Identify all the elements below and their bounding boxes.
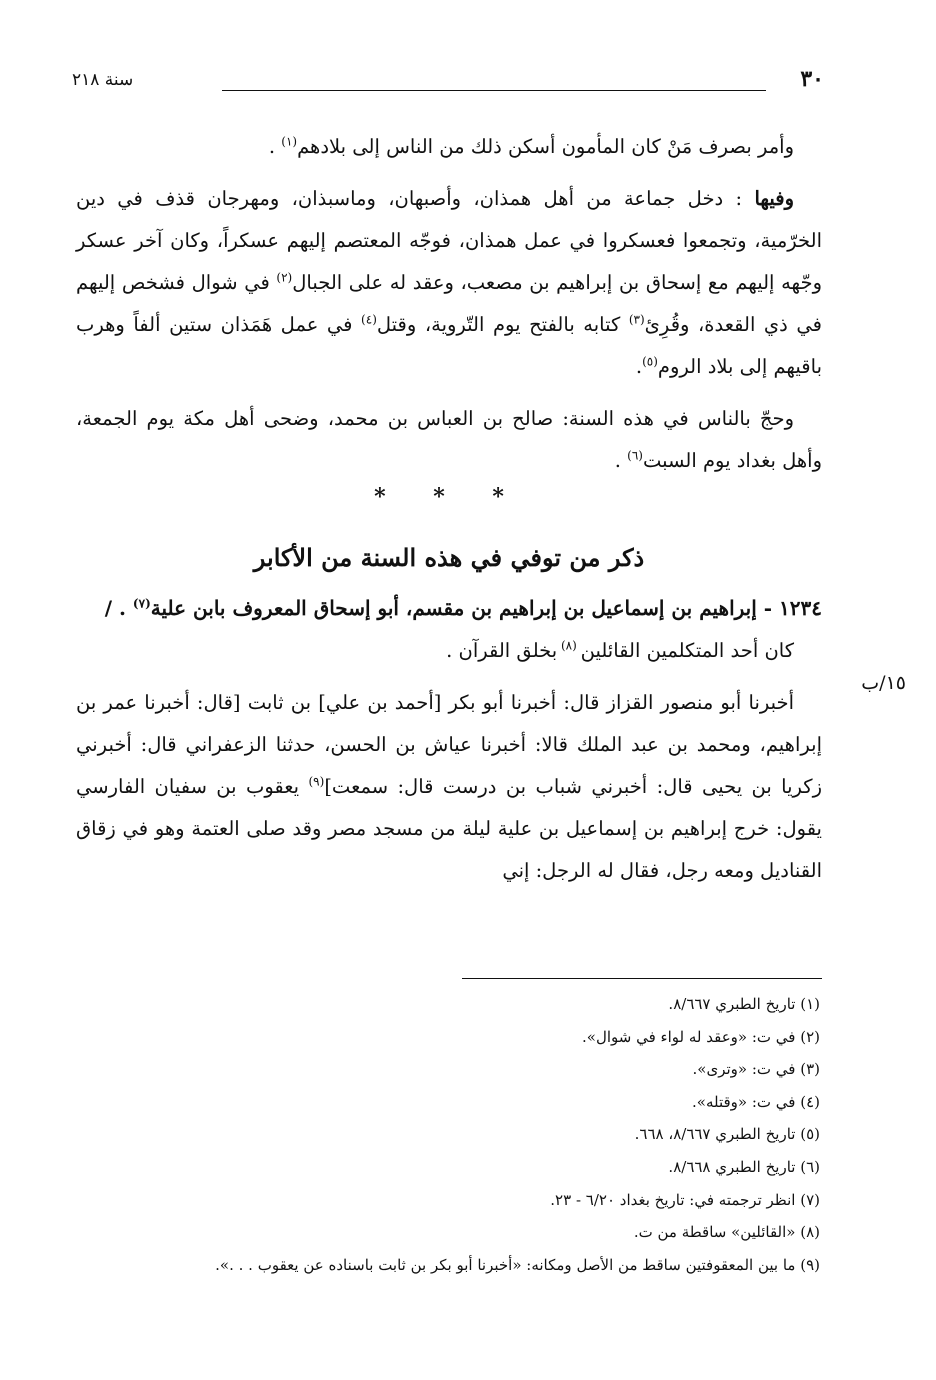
paragraph [76,398,822,482]
paragraph-text: وأمر بصرف مَنْ كان المأمون أسكن ذلك من الناس إلى بلادهم [297,135,794,158]
paragraph-end: . [268,135,282,158]
paragraph-text: أخبرنا أبو منصور القزاز قال: أخبرنا أبو بكر [أحمد بن علي] بن ثابت [قال: أخبرنا عمر بن إبراهيم، ومحمد بن عبد الملك قالا: أخبرنا عياش بن الحسن، حدثنا الزعفراني قال: أخبرني زكريا بن يحيى قال: أخبرني شباب بن درست قال: سمعت] [76,691,823,798]
running-head: سنة ٢١٨ [72,70,134,90]
footnote-ref: (١) [281,134,298,149]
footnotes [120,988,820,1281]
paragraph [76,630,822,672]
section-title: ذكر من توفي في هذه السنة من الأكابر [253,543,645,572]
footnote: (٧) انظر ترجمته في: تاريخ بغداد ٦/٢٠ - ٢٣. [550,1190,820,1209]
footnote: (٦) تاريخ الطبري ٨/٦٦٨. [668,1157,820,1176]
footnote-ref: (٩) [308,774,325,789]
body-text [76,126,822,892]
paragraph-text: كان أحد المتكلمين القائلين [580,639,794,662]
manuscript-folio-marker: ١٥/ب [861,672,906,694]
footnote-ref: (٣) [628,312,645,327]
footnote-ref: (٢) [276,270,293,285]
paragraph-end: . [635,355,643,378]
paragraph [76,682,822,892]
entry-title: ١٢٣٤ - إبراهيم بن إسماعيل بن إبراهيم بن مقسم، أبو إسحاق المعروف بابن علية [150,596,822,620]
page-number: ٣٠ [800,66,824,92]
paragraph [76,178,822,388]
footnote-ref: (٧) [132,596,151,611]
footnote: (٩) ما بين المعقوفتين ساقط من الأصل ومكانه: «أخبرنا أبو بكر بن ثابت باسناده عن يعقوب . . .». [215,1255,820,1274]
paragraph [76,126,822,168]
page-header [72,66,824,100]
paragraph-text: يعقوب بن سفيان الفارسي يقول: خرج إبراهيم بن إسماعيل بن علية ليلة من مسجد مصر وقد صلى العتمة وهو في زقاق القناديل ومعه رجل، فقال له الرجل: إني [76,775,822,882]
footnote-ref: (٦) [627,448,643,463]
paragraph-text: بخلق القرآن . [446,639,558,662]
entry-heading [76,586,822,630]
footnote: (٣) في ت: «وترى». [692,1060,820,1079]
section-divider-stars: * * * [374,484,524,510]
paragraph-text: وحجّ بالناس في هذه السنة: صالح بن العباس بن محمد، وضحى أهل مكة يوم الجمعة، وأهل بغداد يوم السبت [76,407,822,472]
run-in-heading: وفيها [754,187,794,210]
footnote: (٥) تاريخ الطبري ٨/٦٦٧، ٦٦٨. [634,1125,820,1144]
paragraph-text: في عمل هَمَذان ستين ألفاً وهرب باقيهم إلى بلاد الروم [76,313,822,378]
footnote: (٨) «القائلين» ساقطة من ت. [633,1223,820,1242]
paragraph-text: في شوال فشخص إليهم في ذي القعدة، وقُرِئ [76,271,822,336]
footnote-ref: (٨) [557,638,581,653]
header-rule [222,90,766,91]
paragraph-text: كتابه بالفتح يوم التّروية، وقتل [376,313,629,336]
footnote: (٤) في ت: «وقتله». [692,1092,820,1111]
footnote: (٢) في ت: «وعقد له لواء في شوال». [582,1027,820,1046]
paragraph-text: : دخل جماعة من أهل همذان، وأصبهان، وماسبذان، ومهرجان قذف في دين الخرّمية، وتجمعوا فعسكروا في عمل همذان، فوجّه المعتصم إليهم عسكراً، وكان آخر عسكر وجّهه إليهم مع إسحاق بن إبراهيم بن مصعب، وعقد له على الجبال [76,187,822,294]
footnote-ref: (٤) [361,312,377,327]
footnote: (١) تاريخ الطبري ٨/٦٦٧. [668,995,820,1013]
paragraph-end: . [614,449,628,472]
footnote-rule [462,978,822,979]
footnote-ref: (٥) [642,354,658,369]
entry-end: . / [104,596,133,620]
